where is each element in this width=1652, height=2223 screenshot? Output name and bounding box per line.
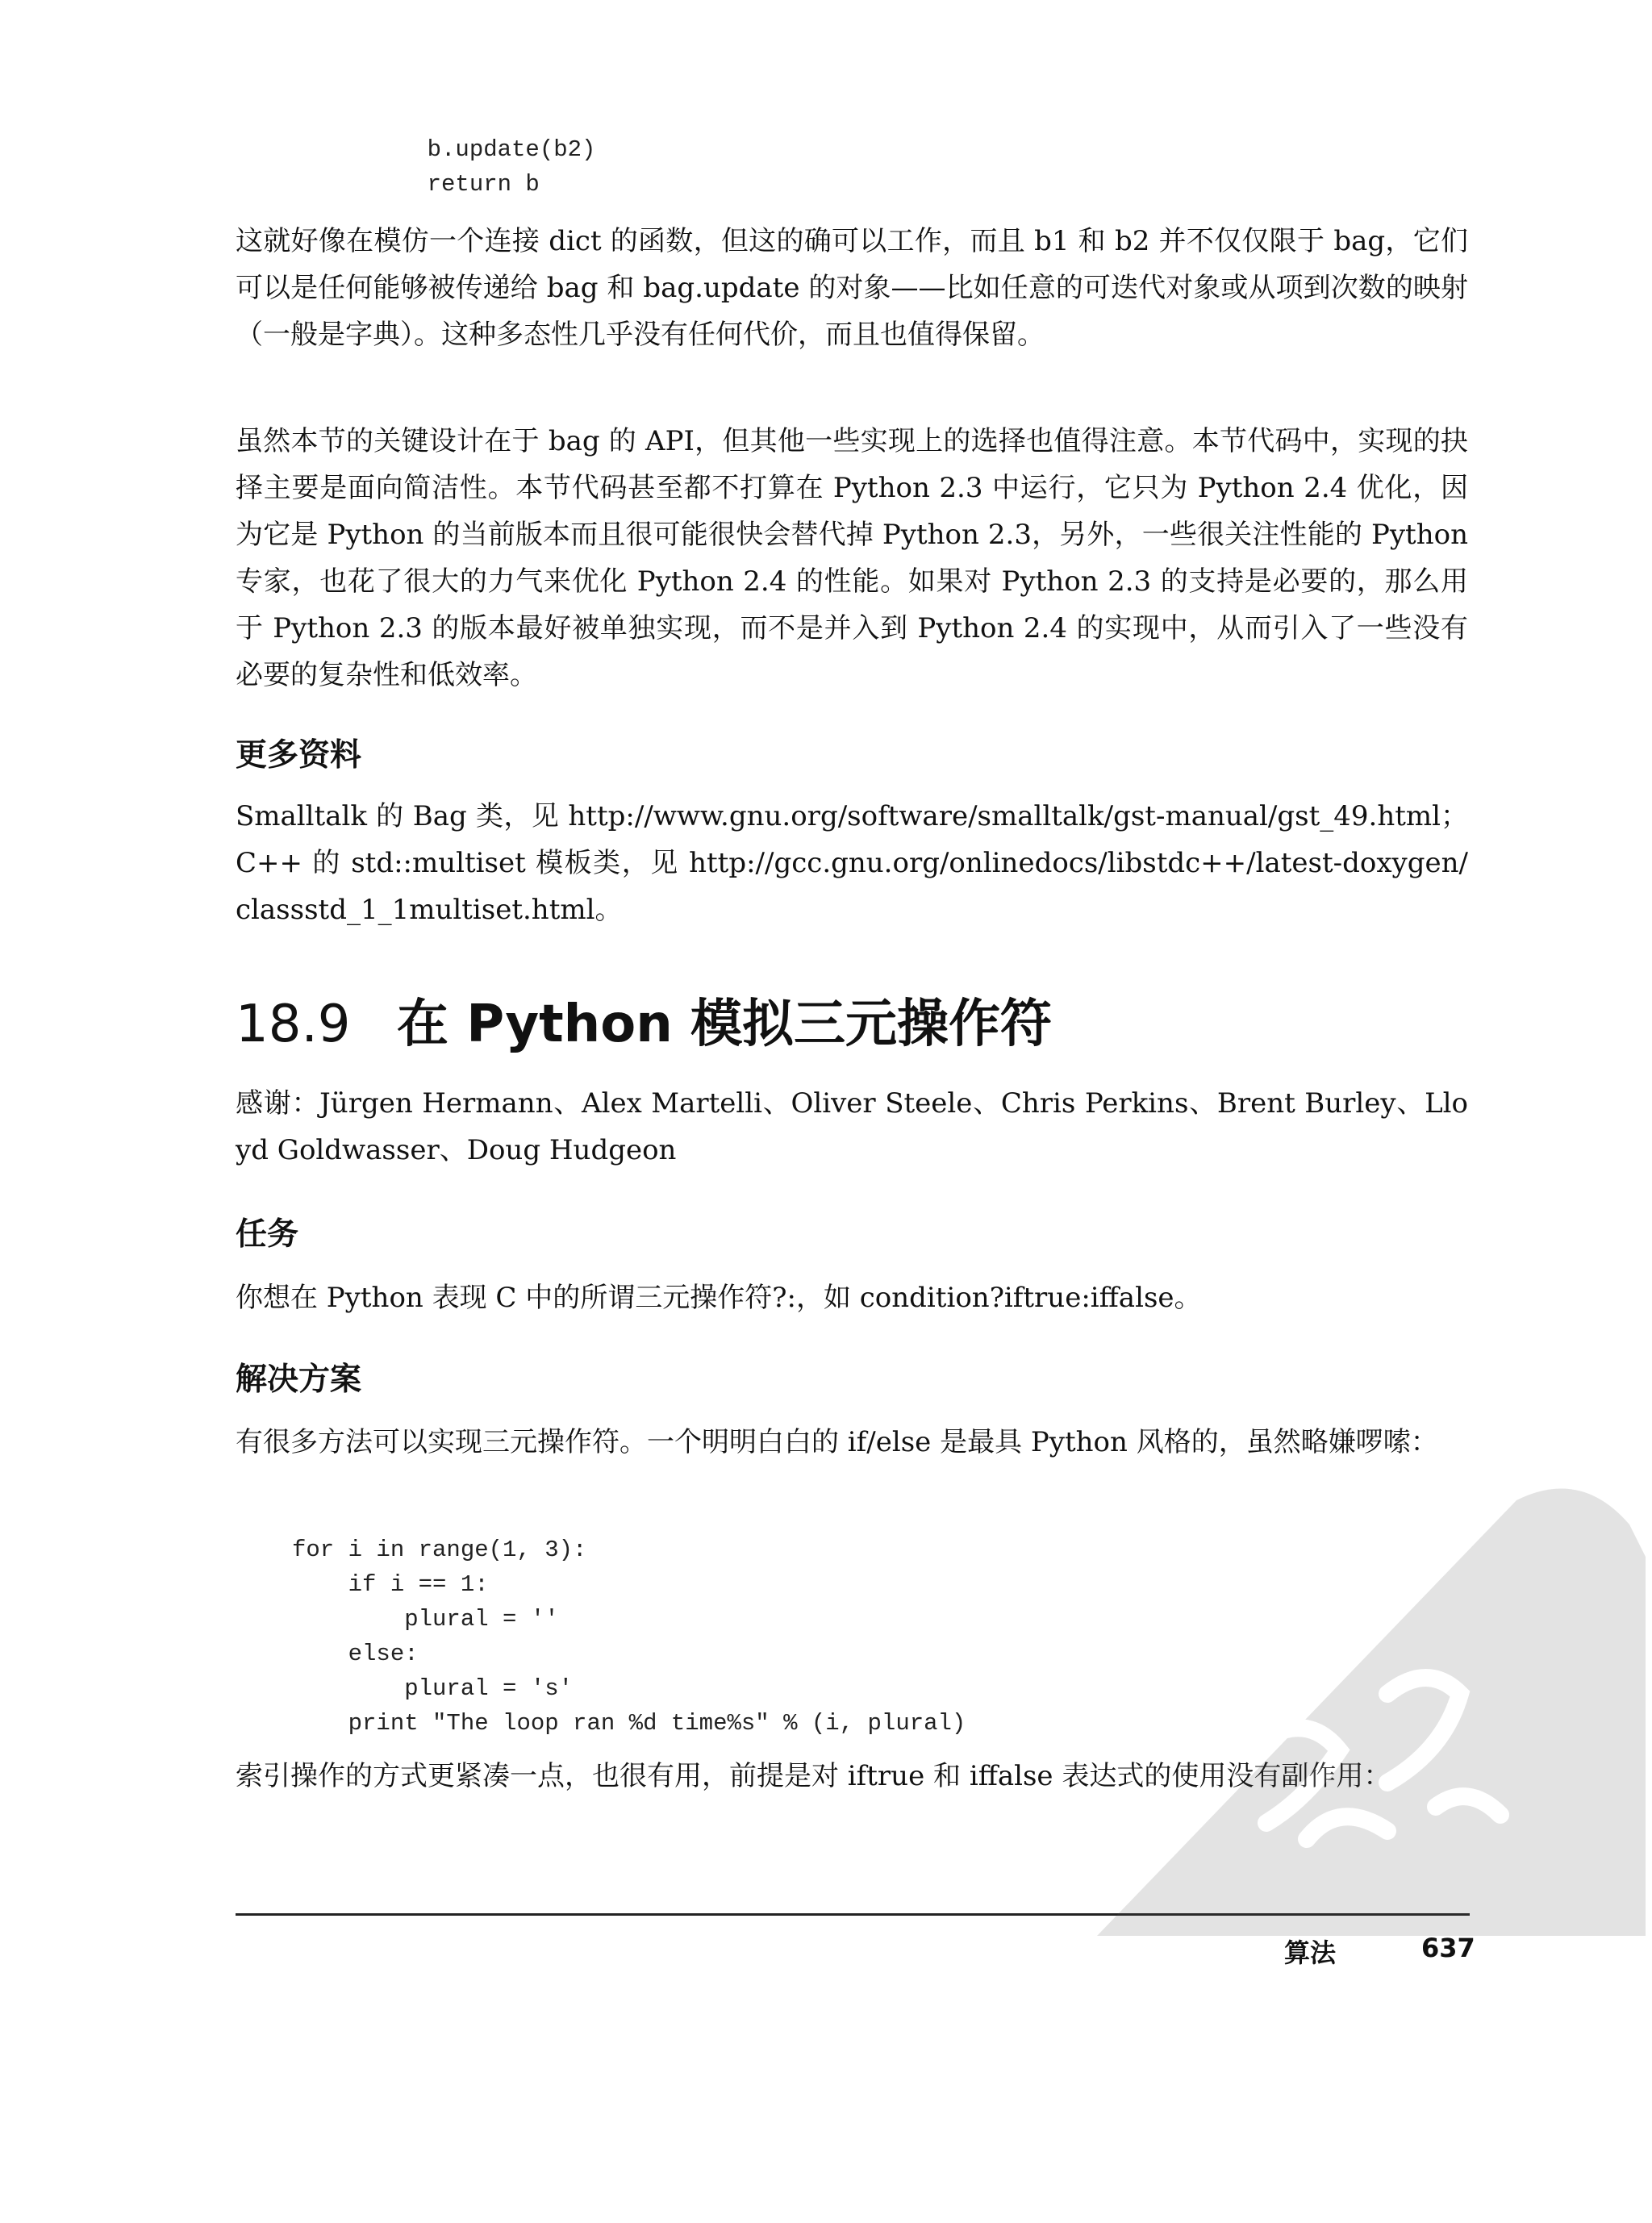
paragraph-indexing: 索引操作的方式更紧凑一点，也很有用，前提是对 iftrue 和 iffalse 表达式的使用没有副作用： <box>236 1760 1391 1792</box>
paragraph-task: 你想在 Python 表现 C 中的所谓三元操作符?:，如 condition?iftrue:iffalse。 <box>236 1282 1202 1314</box>
page-number: 637 <box>1421 1933 1475 1963</box>
code-block-solution <box>292 1533 966 1741</box>
code-line: if i == 1: <box>292 1571 489 1598</box>
code-line: else: <box>292 1641 419 1667</box>
heading-task: 任务 <box>236 1216 299 1253</box>
code-line: plural = 's' <box>292 1675 574 1702</box>
section-title <box>236 992 1052 1057</box>
code-line: b.update(b2) <box>371 136 596 163</box>
paragraph-solution: 有很多方法可以实现三元操作符。一个明明白白的 if/else 是最具 Python 风格的，虽然略嫌啰嗦： <box>236 1426 1438 1458</box>
code-line: for i in range(1, 3): <box>292 1537 587 1563</box>
code-line: plural = '' <box>292 1606 559 1633</box>
footer-section-name: 算法 <box>1284 1937 1337 1968</box>
heading-solution: 解决方案 <box>236 1362 362 1398</box>
code-block-top <box>371 132 595 202</box>
section-title-text: 在 Python 模拟三元操作符 <box>397 995 1053 1054</box>
section-number: 18.9 <box>236 995 351 1054</box>
heading-more-info: 更多资料 <box>236 737 362 774</box>
code-line: return b <box>371 171 540 198</box>
credits: 感谢：Jürgen Hermann、Alex Martelli、Oliver Steele、Chris Perkins、Brent Burley、Lloyd Goldwasser、Doug Hudgeon <box>236 1087 1468 1166</box>
paragraph-implementation-choices: 虽然本节的关键设计在于 bag 的 API，但其他一些实现上的选择也值得注意。本节代码中，实现的抉择主要是面向简洁性。本节代码甚至都不打算在 Python 2.3 中运行，它只为 Python 2.4 优化，因为它是 Python 的当前版本而且很可能很快会替代掉 Python 2.3，另外，一些很关注性能的 Python 专家，也花了很大的力气来优化 Python 2.4 的性能。如果对 Python 2.3 的支持是必要的，那么用于 Python 2.3 的版本最好被单独实现，而不是并入到 Python 2.4 的实现中，从而引入了一些没有必要的复杂性和低效率。 <box>236 425 1468 691</box>
paragraph-more-info: Smalltalk 的 Bag 类，见 http://www.gnu.org/software/smalltalk/gst-manual/gst_49.html；C++ 的 std::multiset 模板类，见 http://gcc.gnu.org/onlinedocs/libstdc++/latest-doxygen/classstd_1_1multiset.html。 <box>236 800 1468 926</box>
watermark-stamp <box>1065 1452 1646 1936</box>
paragraph-bag-polymorphism: 这就好像在模仿一个连接 dict 的函数，但这的确可以工作，而且 b1 和 b2 并不仅仅限于 bag，它们可以是任何能够被传递给 bag 和 bag.update 的对象——比如任意的可迭代对象或从项到次数的映射（一般是字典）。这种多态性几乎没有任何代价，而且也值得保留。 <box>236 225 1468 351</box>
code-line: print "The loop ran %d time%s" % (i, plural) <box>292 1710 966 1737</box>
